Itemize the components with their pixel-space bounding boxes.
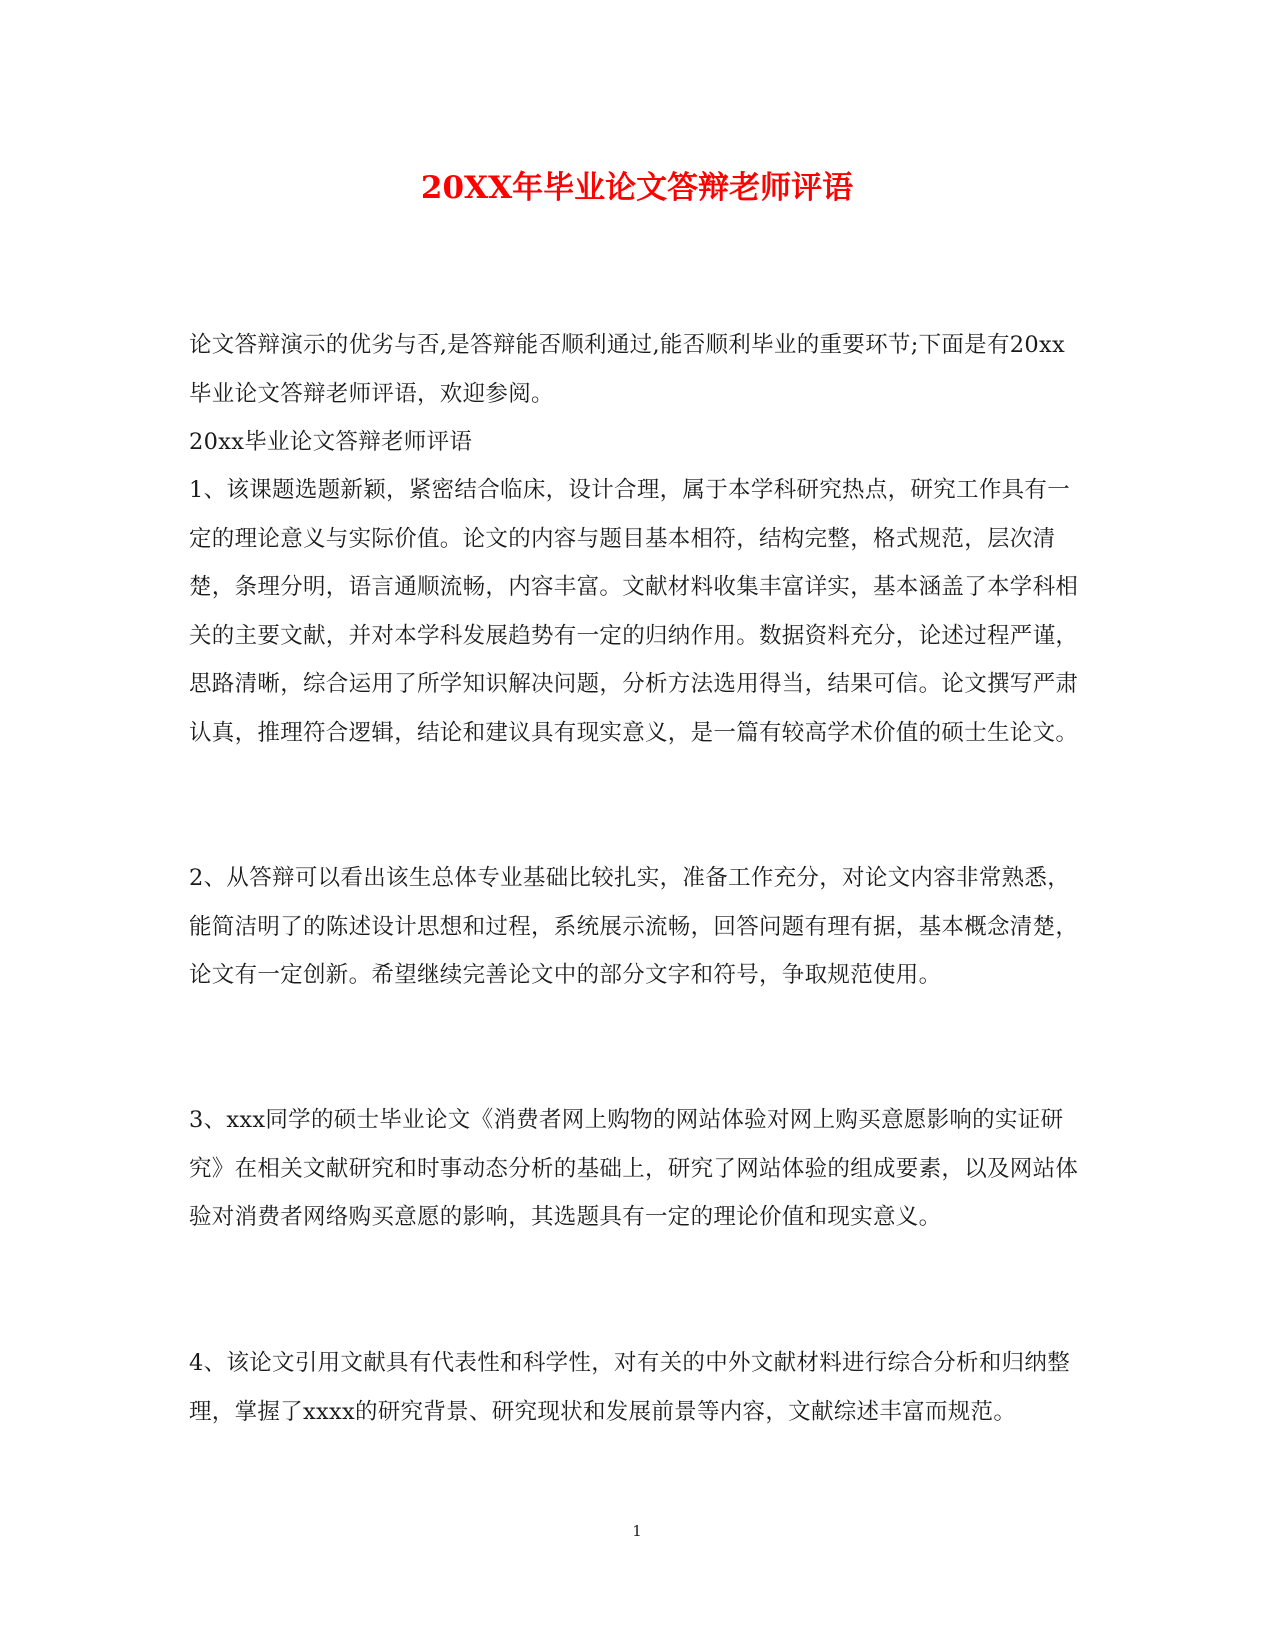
- intro-text: 论文答辩演示的优劣与否,是答辩能否顺利通过,能否顺利毕业的重要环节;下面是有20xx毕业论文答辩老师评语，欢迎参阅。: [189, 332, 1065, 407]
- comment-item-2: [189, 854, 1082, 1000]
- subheading-text: 20xx毕业论文答辩老师评语: [189, 429, 473, 455]
- comment-item-3-text: 3、xxx同学的硕士毕业论文《消费者网上购物的网站体验对网上购买意愿影响的实证研究》在相关文献研究和时事动态分析的基础上，研究了网站体验的组成要素，以及网站体验对消费者网络购买意愿的影响，其选题具有一定的理论价值和现实意义。: [189, 1107, 1079, 1230]
- page-number: 1: [632, 1522, 642, 1540]
- comment-item-1-text: 1、该课题选题新颖，紧密结合临床，设计合理，属于本学科研究热点，研究工作具有一定的理论意义与实际价值。论文的内容与题目基本相符，结构完整，格式规范，层次清楚，条理分明，语言通顺流畅，内容丰富。文献材料收集丰富详实，基本涵盖了本学科相关的主要文献，并对本学科发展趋势有一定的归纳作用。数据资料充分，论述过程严谨，思路清晰，综合运用了所学知识解决问题，分析方法选用得当，结果可信。论文撰写严肃认真，推理符合逻辑，结论和建议具有现实意义，是一篇有较高学术价值的硕士生论文。: [189, 477, 1079, 746]
- comment-item-4: [189, 1339, 1082, 1436]
- intro-paragraph: [189, 321, 1082, 418]
- comment-item-1: [189, 466, 1082, 757]
- document-title: 20XX年毕业论文答辩老师评语: [420, 170, 854, 206]
- comment-item-3: [189, 1096, 1082, 1242]
- comment-item-2-text: 2、从答辩可以看出该生总体专业基础比较扎实，准备工作充分，对论文内容非常熟悉，能简洁明了的陈述设计思想和过程，系统展示流畅，回答问题有理有据，基本概念清楚，论文有一定创新。希望继续完善论文中的部分文字和符号，争取规范使用。: [189, 865, 1079, 988]
- comment-item-4-text: 4、该论文引用文献具有代表性和科学性，对有关的中外文献材料进行综合分析和归纳整理，掌握了xxxx的研究背景、研究现状和发展前景等内容，文献综述丰富而规范。: [189, 1350, 1071, 1425]
- subheading: [189, 418, 1082, 467]
